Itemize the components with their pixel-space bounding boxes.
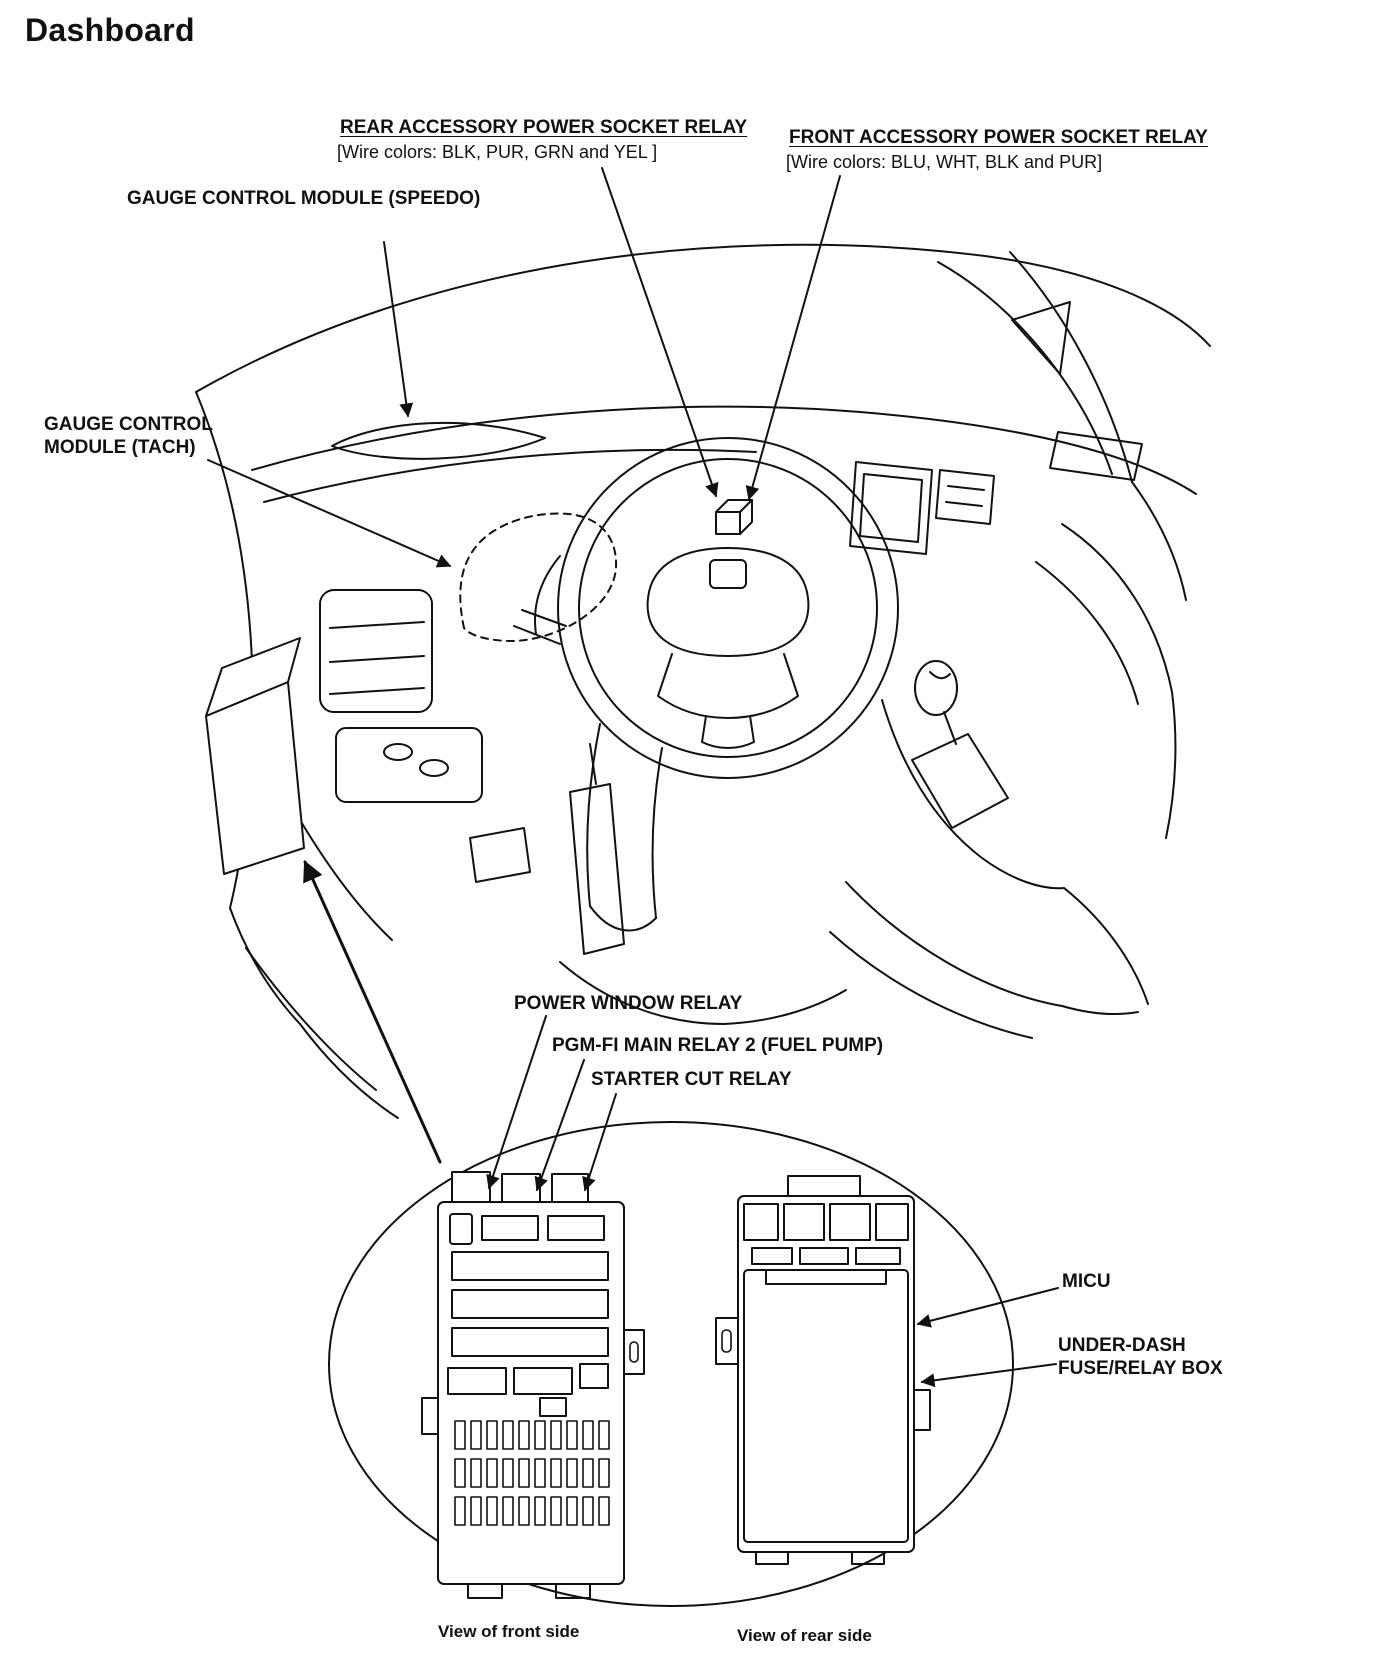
label-pgm-fi-main-relay: PGM-FI MAIN RELAY 2 (FUEL PUMP) bbox=[552, 1035, 884, 1056]
fuse-box-rear-view bbox=[716, 1176, 930, 1564]
relay-cube-icon bbox=[716, 500, 752, 534]
caption-view-of-front-side: View of front side bbox=[438, 1622, 580, 1641]
page-title: Dashboard bbox=[25, 12, 195, 48]
leader-power-window-relay bbox=[489, 1016, 546, 1188]
label-gauge-control-module-speedo: GAUGE CONTROL MODULE (SPEEDO) bbox=[127, 188, 481, 209]
mirror bbox=[1012, 302, 1070, 374]
label-power-window-relay: POWER WINDOW RELAY bbox=[514, 993, 743, 1014]
leader-starter-cut-relay bbox=[585, 1094, 616, 1190]
label-front-relay-wire-colors: [Wire colors: BLU, WHT, BLK and PUR] bbox=[786, 152, 1103, 172]
label-under-dash-fuse-relay-box bbox=[1058, 1334, 1223, 1380]
leader-underdash-location bbox=[305, 862, 440, 1162]
fuse-box-front-view bbox=[422, 1172, 644, 1598]
label-micu: MICU bbox=[1062, 1271, 1111, 1292]
under-dash-box-3d bbox=[206, 638, 304, 874]
micu-cover bbox=[744, 1270, 908, 1542]
tach-location-dashed-outline bbox=[460, 513, 616, 641]
leader-pgm-fi-relay bbox=[537, 1060, 584, 1190]
leader-gauge-speedo bbox=[384, 242, 408, 416]
label-gauge-tach-line1: GAUGE CONTROL bbox=[44, 414, 213, 435]
label-starter-cut-relay: STARTER CUT RELAY bbox=[591, 1069, 792, 1090]
label-under-dash-line1: UNDER-DASH bbox=[1058, 1335, 1186, 1356]
leader-underdash-box bbox=[922, 1364, 1056, 1382]
leader-micu bbox=[918, 1288, 1058, 1324]
label-rear-accessory-power-socket-relay: REAR ACCESSORY POWER SOCKET RELAY bbox=[340, 117, 748, 138]
label-gauge-tach-line2: MODULE (TACH) bbox=[44, 437, 196, 458]
label-rear-relay-wire-colors: [Wire colors: BLK, PUR, GRN and YEL ] bbox=[337, 142, 658, 162]
gear-shifter bbox=[912, 661, 1008, 828]
leader-gauge-tach bbox=[208, 460, 450, 566]
steering-wheel bbox=[558, 438, 898, 778]
dashboard-drawing bbox=[196, 245, 1210, 1118]
label-gauge-control-module-tach bbox=[44, 413, 213, 459]
brake-pedal bbox=[470, 828, 530, 882]
label-under-dash-line2: FUSE/RELAY BOX bbox=[1058, 1358, 1223, 1379]
caption-view-of-rear-side: View of rear side bbox=[737, 1626, 872, 1645]
label-front-accessory-power-socket-relay: FRONT ACCESSORY POWER SOCKET RELAY bbox=[789, 127, 1208, 148]
leader-rear-socket-relay bbox=[602, 168, 716, 496]
